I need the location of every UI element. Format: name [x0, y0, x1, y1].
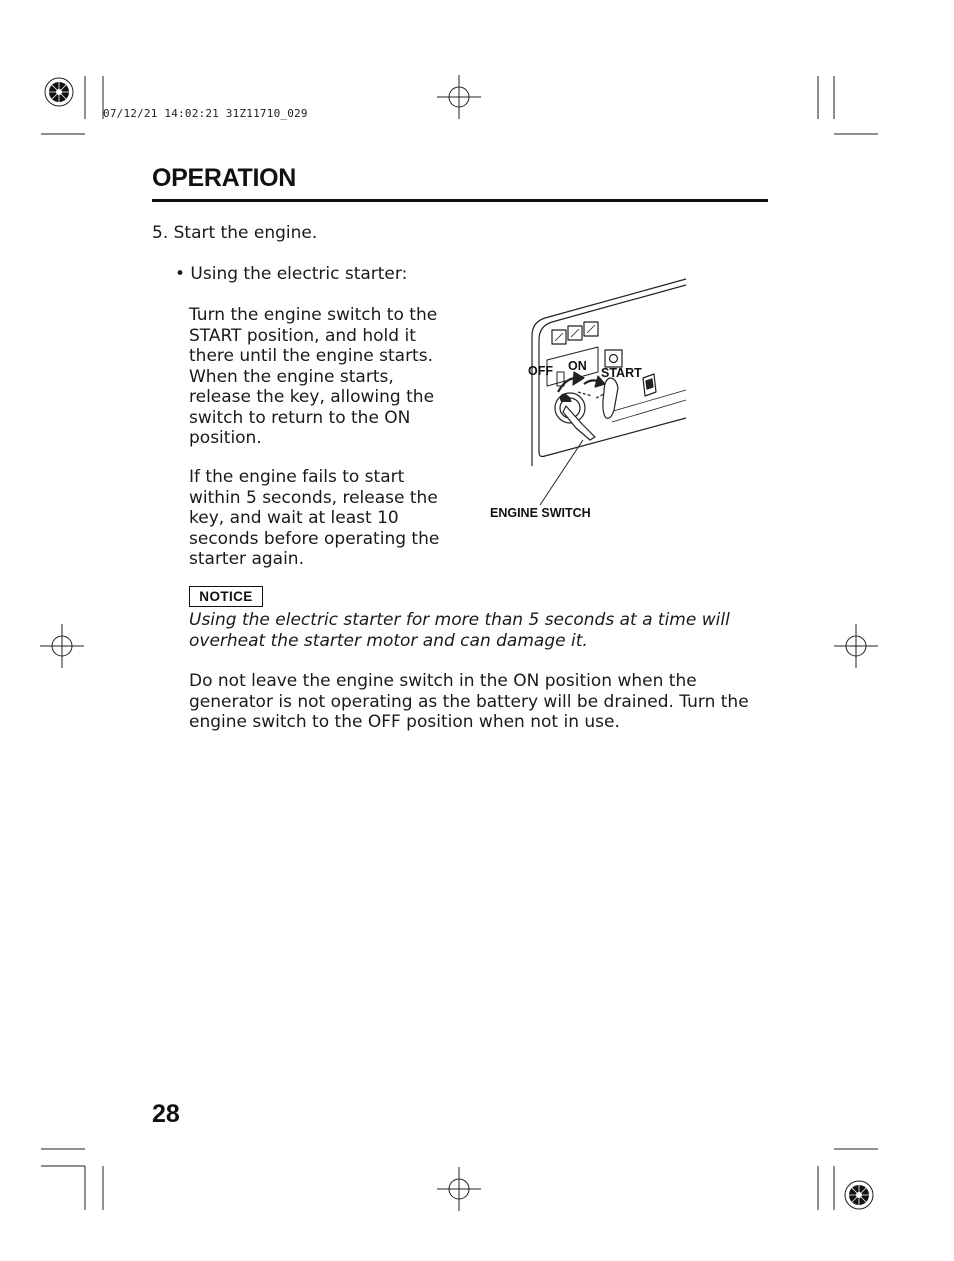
print-stamp: 07/12/21 14:02:21 31Z11710_029	[103, 107, 308, 120]
starburst-target	[845, 1181, 873, 1209]
page-number: 28	[152, 1100, 180, 1128]
retry-instructions: If the engine fails to start within 5 seconds, release the key, and wait at least 10 seconds before operating the starter again.	[189, 467, 440, 569]
label-engine-switch: ENGINE SWITCH	[490, 506, 591, 520]
notice-badge: NOTICE	[189, 586, 263, 607]
notice-text: Using the electric starter for more than 5 seconds at a time will overheat the starter motor and can damage it.	[189, 610, 730, 651]
instruction-paragraph	[189, 305, 459, 449]
engine-switch-illustration	[485, 270, 695, 530]
battery-warning-paragraph: Do not leave the engine switch in the ON position when the generator is not operating as the battery will be drained. Turn the engine switch to the OFF position when not in use.	[189, 671, 749, 732]
starburst-target	[45, 78, 73, 106]
registration-crosshair	[834, 624, 878, 668]
registration-crosshair	[40, 624, 84, 668]
label-on: ON	[568, 359, 587, 373]
label-start: START	[601, 366, 642, 380]
title-rule	[152, 199, 768, 202]
registration-crosshair	[437, 75, 481, 119]
step-heading: 5. Start the engine.	[152, 223, 318, 243]
start-indicator	[605, 350, 622, 367]
start-instructions: Turn the engine switch to the START position, and hold it there until the engine starts. When the engine starts, release the key, allowing the switch to return to the ON position.	[189, 305, 438, 448]
registration-crosshair	[437, 1167, 481, 1211]
section-title: OPERATION	[152, 164, 297, 192]
leader-line	[540, 440, 583, 505]
label-off: OFF	[528, 364, 553, 378]
bullet-item: • Using the electric starter:	[175, 264, 408, 284]
instruction-paragraph	[189, 467, 459, 570]
